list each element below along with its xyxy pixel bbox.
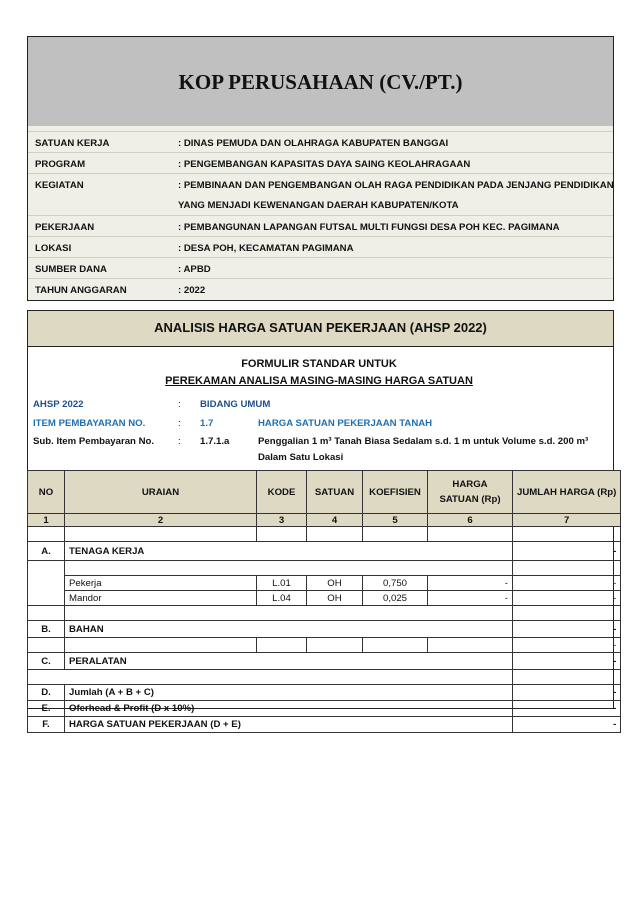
ahsp-heading-text: ANALISIS HARGA SATUAN PEKERJAAN (AHSP 2022): [154, 320, 487, 335]
col-number: 1: [28, 514, 65, 527]
info-label: TAHUN ANGGARAN: [35, 285, 127, 296]
item-jumlah: -: [513, 591, 621, 606]
item-satuan: OH: [307, 591, 363, 606]
item-kode: L.01: [257, 576, 307, 591]
col-header: KODE: [257, 471, 307, 514]
col-header: HARGA SATUAN (Rp): [428, 471, 513, 514]
info-label: PROGRAM: [35, 159, 86, 170]
summary-no: F.: [28, 717, 65, 733]
summary-row: [28, 685, 621, 701]
col-number: 2: [65, 514, 257, 527]
col-number: 4: [307, 514, 363, 527]
letterhead-title: KOP PERUSAHAAN (CV./PT.): [178, 70, 463, 94]
section-no: C.: [28, 653, 65, 670]
table-row: [28, 576, 621, 591]
info-row: [28, 152, 613, 170]
info-value: : PEMBINAAN DAN PENGEMBANGAN OLAH RAGA PENDIDIKAN PADA JENJANG PENDIDIKAN: [178, 180, 614, 191]
meta-label: Sub. Item Pembayaran No.: [33, 436, 155, 447]
item-harga: -: [428, 576, 513, 591]
form-subtitle: PEREKAMAN ANALISA MASING-MASING HARGA SATUAN: [165, 375, 473, 387]
summary-row: [28, 717, 621, 733]
info-row: [28, 131, 613, 149]
meta-label: ITEM PEMBAYARAN NO.: [33, 418, 146, 429]
spacer-row: [28, 527, 621, 542]
info-label: PEKERJAAN: [35, 222, 95, 233]
info-row: [28, 173, 614, 191]
ahsp-table: [27, 470, 621, 733]
meta-sep: :: [178, 436, 181, 447]
item-jumlah: -: [513, 638, 621, 653]
section-title: BAHAN: [65, 621, 513, 638]
section-a-row: [28, 542, 621, 561]
meta-label: AHSP 2022: [33, 399, 84, 410]
summary-no: D.: [28, 685, 65, 701]
section-total: -: [513, 542, 621, 561]
table-row: [28, 638, 621, 653]
meta-sep: :: [178, 399, 181, 410]
info-row: [28, 236, 613, 254]
section-no: B.: [28, 621, 65, 638]
spacer-row: [28, 561, 621, 576]
info-row: [28, 215, 613, 233]
item-satuan: OH: [307, 576, 363, 591]
summary-value: -: [513, 685, 621, 701]
summary-value: -: [513, 717, 621, 733]
table-row: [28, 591, 621, 606]
info-value: YANG MENJADI KEWENANGAN DAERAH KABUPATEN/KOTA: [178, 200, 459, 211]
info-value: : 2022: [178, 285, 206, 296]
summary-label: HARGA SATUAN PEKERJAAN (D + E): [65, 717, 513, 733]
item-jumlah: -: [513, 576, 621, 591]
info-label: SUMBER DANA: [35, 264, 107, 275]
meta-code: 1.7: [200, 418, 214, 429]
col-header: SATUAN: [307, 471, 363, 514]
summary-label: Jumlah (A + B + C): [65, 685, 513, 701]
col-header: KOEFISIEN: [363, 471, 428, 514]
meta-desc: HARGA SATUAN PEKERJAAN TANAH: [258, 418, 433, 429]
info-row: [28, 278, 613, 296]
item-koefisien: 0,750: [363, 576, 428, 591]
info-value: : PEMBANGUNAN LAPANGAN FUTSAL MULTI FUNGSI DESA POH KEC. PAGIMANA: [178, 222, 560, 233]
col-header: URAIAN: [65, 471, 257, 514]
summary-value: -: [513, 701, 621, 717]
ahsp-heading: [27, 310, 614, 347]
info-value: : DESA POH, KECAMATAN PAGIMANA: [178, 243, 354, 254]
info-value: : PENGEMBANGAN KAPASITAS DAYA SAING KEOLAHRAGAAN: [178, 159, 471, 170]
spacer-row: [28, 606, 621, 621]
summary-label: Oferhead & Profit (D x 10%): [65, 701, 513, 717]
table-header: [28, 471, 621, 514]
info-label: SATUAN KERJA: [35, 138, 110, 149]
item-koefisien: 0,025: [363, 591, 428, 606]
col-header: NO: [28, 471, 65, 514]
item-uraian: Pekerja: [65, 576, 257, 591]
col-number: 3: [257, 514, 307, 527]
section-total: -: [513, 653, 621, 670]
col-number: 5: [363, 514, 428, 527]
section-no: A.: [28, 542, 65, 561]
info-label: KEGIATAN: [35, 180, 84, 191]
section-total: -: [513, 621, 621, 638]
col-number: 6: [428, 514, 513, 527]
summary-no: E.: [28, 701, 65, 717]
section-b-row: [28, 621, 621, 638]
col-number: 7: [513, 514, 621, 527]
meta-desc-line2: Dalam Satu Lokasi: [258, 452, 344, 463]
info-value: : APBD: [178, 264, 211, 275]
column-number-row: [28, 514, 621, 527]
section-title: TENAGA KERJA: [65, 542, 513, 561]
item-uraian: Mandor: [65, 591, 257, 606]
col-header: JUMLAH HARGA (Rp): [513, 471, 621, 514]
info-value: : DINAS PEMUDA DAN OLAHRAGA KABUPATEN BANGGAI: [178, 138, 449, 149]
spacer-row: [28, 670, 621, 685]
summary-row: [28, 701, 621, 717]
form-title: FORMULIR STANDAR UNTUK: [241, 358, 397, 370]
item-kode: L.04: [257, 591, 307, 606]
meta-code: BIDANG UMUM: [200, 399, 271, 410]
info-label: LOKASI: [35, 243, 72, 254]
info-row: [28, 257, 613, 275]
letterhead: [27, 36, 614, 127]
meta-desc: Penggalian 1 m³ Tanah Biasa Sedalam s.d. 1 m untuk Volume s.d. 200 m³: [258, 436, 589, 447]
meta-sep: :: [178, 418, 181, 429]
meta-code: 1.7.1.a: [200, 436, 230, 447]
section-title: PERALATAN: [65, 653, 513, 670]
section-c-row: [28, 653, 621, 670]
item-harga: -: [428, 591, 513, 606]
project-info: [27, 126, 614, 301]
